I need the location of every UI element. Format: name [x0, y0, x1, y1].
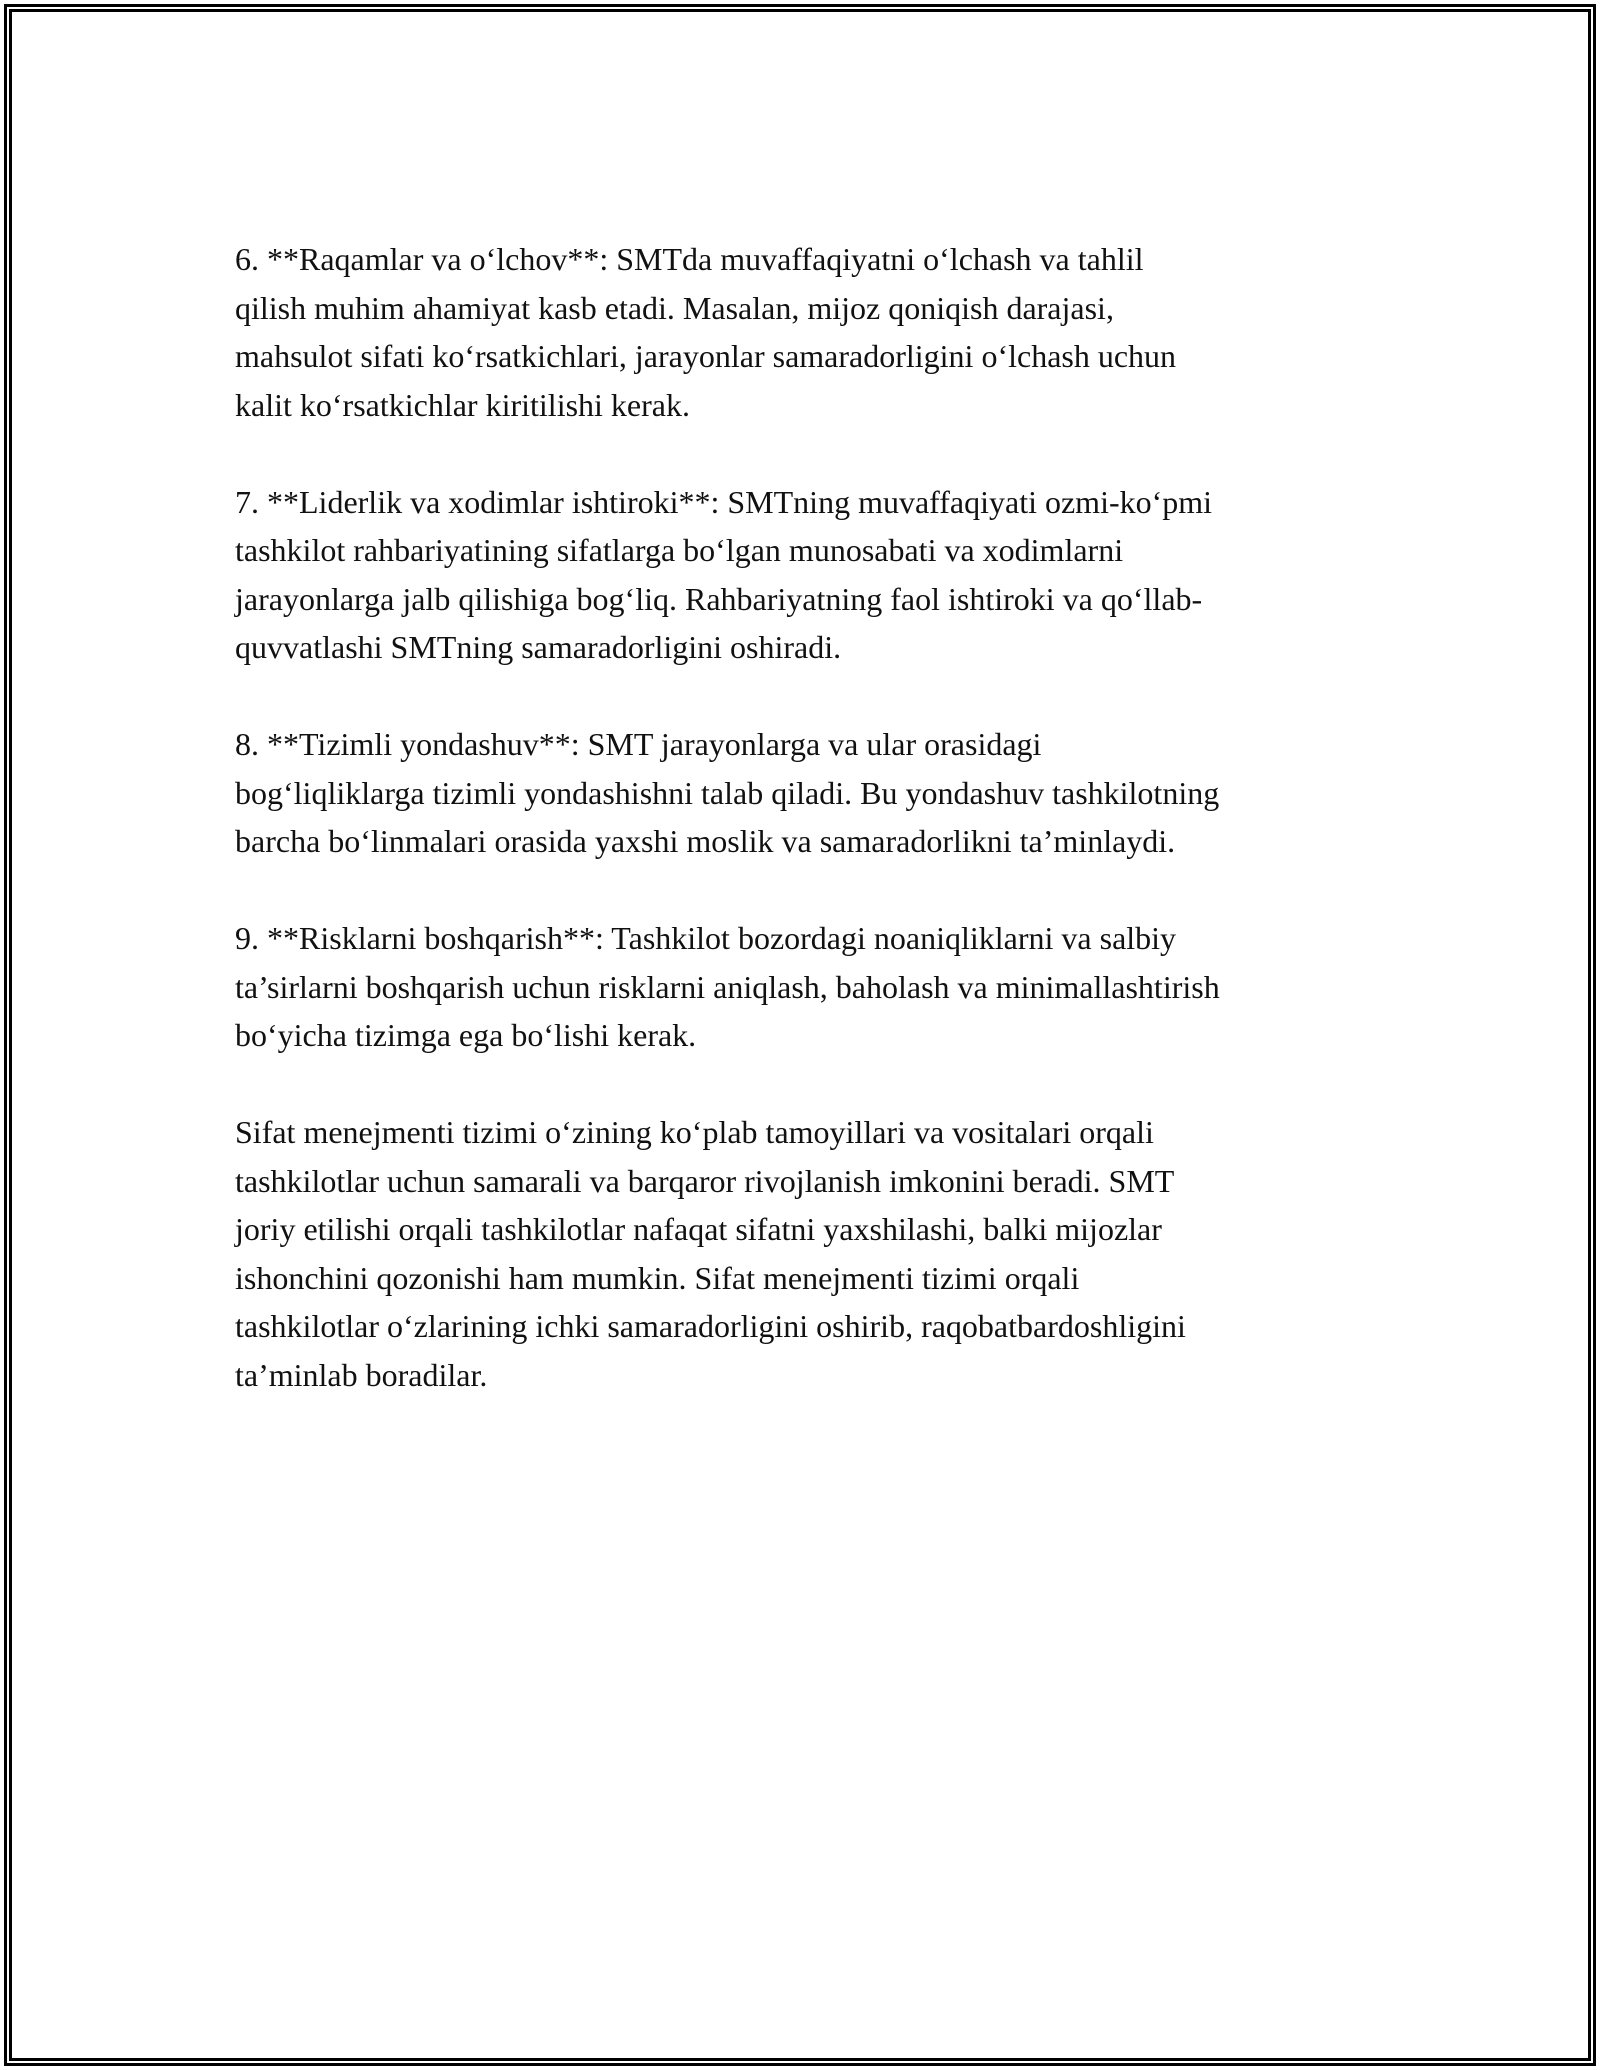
text-line: mahsulot sifati ko‘rsatkichlari, jarayonlar samaradorligini o‘lchash uchun: [235, 338, 1177, 374]
text-line: 9. **Risklarni boshqarish**: Tashkilot bozordagi noaniqliklarni va salbiy: [235, 920, 1177, 956]
text-line: 6. **Raqamlar va o‘lchov**: SMTda muvaffaqiyatni o‘lchash va tahlil: [235, 241, 1144, 277]
text-line: Sifat menejmenti tizimi o‘zining ko‘plab tamoyillari va vositalari orqali: [235, 1114, 1154, 1150]
paragraph-liderlik: [235, 478, 1395, 672]
paragraph-raqamlar: [235, 235, 1395, 429]
text-line: barcha bo‘linmalari orasida yaxshi moslik va samaradorlikni ta’minlaydi.: [235, 823, 1176, 859]
text-line: ishonchini qozonishi ham mumkin. Sifat menejmenti tizimi orqali: [235, 1259, 1080, 1296]
text-line: bog‘liqliklarga tizimli yondashishni talab qiladi. Bu yondashuv tashkilotning: [235, 774, 1220, 811]
text-line: 7. **Liderlik va xodimlar ishtiroki**: SMTning muvaffaqiyati ozmi-ko‘pmi: [235, 483, 1213, 520]
paragraph-conclusion: [235, 1108, 1395, 1399]
text-line: tashkilotlar o‘zlarining ichki samaradorligini oshirib, raqobatbardoshligini: [235, 1308, 1186, 1344]
text-line: qilish muhim ahamiyat kasb etadi. Masalan, mijoz qoniqish darajasi,: [235, 289, 1114, 326]
text-line: tashkilot rahbariyatining sifatlarga bo‘lgan munosabati va xodimlarni: [235, 532, 1124, 568]
text-line: ta’sirlarni boshqarish uchun risklarni aniqlash, baholash va minimallashtirish: [235, 968, 1220, 1005]
text-line: kalit ko‘rsatkichlar kiritilishi kerak.: [235, 386, 690, 423]
text-line: ta’minlab boradilar.: [235, 1356, 488, 1393]
text-line: 8. **Tizimli yondashuv**: SMT jarayonlarga va ular orasidagi: [235, 726, 1042, 762]
paragraph-tizimli-yondashuv: [235, 720, 1395, 866]
text-line: quvvatlashi SMTning samaradorligini oshiradi.: [235, 629, 842, 665]
text-line: tashkilotlar uchun samarali va barqaror rivojlanish imkonini beradi. SMT: [235, 1162, 1175, 1199]
text-line: bo‘yicha tizimga ega bo‘lishi kerak.: [235, 1017, 697, 1053]
text-line: jarayonlarga jalb qilishiga bog‘liq. Rahbariyatning faol ishtiroki va qo‘llab-: [235, 580, 1203, 617]
paragraph-risklarni-boshqarish: [235, 914, 1395, 1060]
document-body: [235, 235, 1395, 1448]
text-line: joriy etilishi orqali tashkilotlar nafaqat sifatni yaxshilashi, balki mijozlar: [235, 1211, 1162, 1247]
